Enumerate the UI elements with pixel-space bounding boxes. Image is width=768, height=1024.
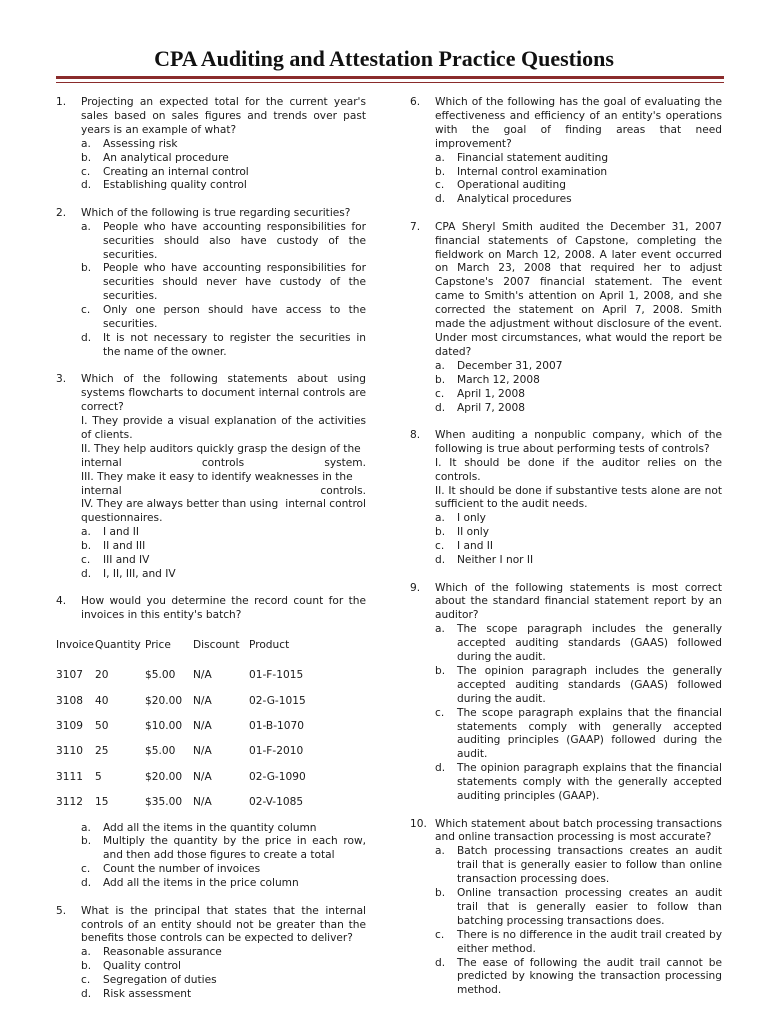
question-text: Which of the following statements about using systems flowcharts to document internal controls are correct? xyxy=(81,373,366,414)
option-d: d. The opinion paragraph explains that the financial statements comply with the generally accepted auditing principles (GAAP). xyxy=(435,762,722,803)
option-b: b. An analytical procedure xyxy=(81,151,229,164)
question-number: 8. xyxy=(410,428,421,441)
option-a: a. Batch processing transactions creates an audit trail that is generally easier to follow than online transaction processing does. xyxy=(435,845,722,886)
header-discount: Discount xyxy=(193,639,240,652)
option-d: d. Analytical procedures xyxy=(435,193,572,206)
right-column xyxy=(410,96,722,1012)
question-10 xyxy=(410,818,722,999)
option-a: a. People who have accounting responsibilities for securities should also have custody of the securities. xyxy=(81,220,366,261)
option-d: d. Neither I nor II xyxy=(435,554,534,567)
question-number: 5. xyxy=(56,904,67,917)
question-5 xyxy=(56,905,366,1002)
option-a: a. Financial statement auditing xyxy=(435,151,609,164)
option-d: d. The ease of following the audit trail cannot be predicted by knowing the transaction processing method. xyxy=(435,956,722,997)
question-text: Projecting an expected total for the current year's sales based on sales figures and trends over past years is an example of what? xyxy=(81,96,366,136)
option-d: d. Risk assessment xyxy=(81,988,192,1001)
option-list xyxy=(81,526,366,582)
option-list xyxy=(435,623,722,804)
option-a: a. Reasonable assurance xyxy=(81,946,222,959)
question-number: 3. xyxy=(56,373,67,386)
table-row: 3112 15 $35.00 N/A 02-V-1085 xyxy=(56,796,304,809)
statement-2-line-1: II. They help auditors quickly grasp the design of the xyxy=(81,442,361,455)
question-6 xyxy=(410,96,722,207)
option-c: c. Creating an internal control xyxy=(81,165,249,178)
option-b: b. Internal control examination xyxy=(435,165,608,178)
question-text: CPA Sheryl Smith audited the December 31, 2007 financial statements of Capstone, completing the fieldwork on March 12, 2008. A later event occurred on March 23, 2008 that required her to adjust Capstone's 2007 financial statement. The event came to Smith's attention on April 1, 2008, and she corrected the statement on April 7, 2008. Smith made the adjustment without disclosure of the event. Under most circumstances, what would the report be dated? xyxy=(435,220,722,358)
option-a: a. Add all the items in the quantity column xyxy=(81,821,317,834)
question-number: 9. xyxy=(410,581,421,594)
option-b: b. March 12, 2008 xyxy=(435,373,540,386)
option-b: b. Quality control xyxy=(81,960,181,973)
statement-1: I. They provide a visual explanation of the activities of clients. xyxy=(81,415,366,441)
header-product: Product xyxy=(249,639,290,652)
question-number: 10. xyxy=(410,817,427,830)
option-c: c. I and II xyxy=(435,540,494,553)
question-number: 6. xyxy=(410,96,421,108)
option-list xyxy=(81,822,366,892)
question-text: What is the principal that states that the internal controls of an entity should not be greater than the benefits those controls can be expected to deliver? xyxy=(81,904,366,945)
option-a: a. December 31, 2007 xyxy=(435,359,563,372)
option-b: b. People who have accounting responsibilities for securities should never have custody of the securities. xyxy=(81,262,366,303)
table-row: 3108 40 $20.00 N/A 02-G-1015 xyxy=(56,694,306,707)
page-title: CPA Auditing and Attestation Practice Questions xyxy=(154,46,614,71)
option-c: c. Operational auditing xyxy=(435,179,566,192)
statement-4-line-1: IV. They are always better than using internal control xyxy=(81,498,366,511)
header-quantity: Quantity xyxy=(95,639,141,652)
question-text: How would you determine the record count for the invoices in this entity's batch? xyxy=(81,595,366,622)
table-row: 3109 50 $10.00 N/A 01-B-1070 xyxy=(56,720,304,732)
option-b: b. II only xyxy=(435,526,490,539)
question-text: Which of the following has the goal of evaluating the effectiveness and efficiency of an entity's operations with the goal of finding areas that need improvement? xyxy=(435,96,722,150)
option-c: c. Only one person should have access to the securities. xyxy=(81,304,366,331)
option-d: d. April 7, 2008 xyxy=(435,401,526,414)
question-7 xyxy=(410,221,722,416)
table-row: 3111 5 $20.00 N/A 02-G-1090 xyxy=(56,770,306,783)
question-2 xyxy=(56,207,366,360)
option-list xyxy=(81,221,366,360)
option-list xyxy=(435,512,722,568)
question-text: Which of the following statements is most correct about the standard financial statement report by an auditor? xyxy=(435,581,722,622)
option-list xyxy=(435,152,722,208)
option-d: d. I, II, III, and IV xyxy=(81,568,176,580)
statement-3-line-2: internal controls. xyxy=(81,484,366,497)
title-rule-thick xyxy=(56,76,724,79)
header-price: Price xyxy=(145,639,171,652)
option-a: a. I only xyxy=(435,512,486,525)
option-c: c. III and IV xyxy=(81,554,150,567)
question-4 xyxy=(56,595,366,891)
option-list xyxy=(81,138,366,194)
question-number: 7. xyxy=(410,220,421,233)
invoice-table xyxy=(56,639,391,821)
option-list xyxy=(81,946,366,1002)
title-rule-thin xyxy=(56,82,724,83)
option-c: c. Count the number of invoices xyxy=(81,863,261,876)
table-row: 3110 25 $5.00 N/A 01-F-2010 xyxy=(56,745,304,758)
left-column xyxy=(56,96,366,1015)
question-number: 4. xyxy=(56,595,67,608)
question-number: 1. xyxy=(56,96,67,108)
question-text: Which statement about batch processing transactions and online transaction processing is most accurate? xyxy=(435,817,722,844)
option-d: d. Establishing quality control xyxy=(81,179,247,192)
question-8 xyxy=(410,429,722,568)
question-text: Which of the following is true regarding securities? xyxy=(81,206,351,219)
table-header-row xyxy=(56,639,391,669)
option-d: d. It is not necessary to register the securities in the name of the owner. xyxy=(81,332,366,358)
question-number: 2. xyxy=(56,206,67,219)
option-c: c. The scope paragraph explains that the financial statements comply with generally accepted auditing principles (GAAP) followed during the audit. xyxy=(435,706,722,761)
option-b: b. Online transaction processing creates an audit trail that is generally easier to follow than batching processing transactions does. xyxy=(435,887,722,927)
statement-1: I. It should be done if the auditor relies on the controls. xyxy=(435,456,722,483)
option-c: c. April 1, 2008 xyxy=(435,387,526,400)
header-invoice: Invoice xyxy=(56,639,94,652)
option-a: a. The scope paragraph includes the generally accepted auditing standards (GAAS) followed during the audit. xyxy=(435,623,722,664)
option-b: b. II and III xyxy=(81,540,146,553)
option-d: d. Add all the items in the price column xyxy=(81,877,299,890)
option-c: c. There is no difference in the audit trail created by either method. xyxy=(435,928,722,955)
option-b: b. Multiply the quantity by the price in each row, and then add those figures to create a total xyxy=(81,835,366,862)
question-9 xyxy=(410,582,722,805)
option-list xyxy=(435,360,722,416)
statement-4-line-2: questionnaires. xyxy=(81,512,163,525)
statement-2: II. It should be done if substantive tests alone are not sufficient to the audit needs. xyxy=(435,484,722,511)
table-row: 3107 20 $5.00 N/A 01-F-1015 xyxy=(56,669,304,682)
statement-3-line-1: III. They make it easy to identify weaknesses in the xyxy=(81,470,353,483)
question-1 xyxy=(56,96,366,193)
option-a: a. Assessing risk xyxy=(81,137,178,150)
question-3 xyxy=(56,373,366,582)
option-b: b. The opinion paragraph includes the generally accepted auditing standards (GAAS) followed during the audit. xyxy=(435,664,722,705)
question-text: When auditing a nonpublic company, which of the following is true about performing tests of controls? xyxy=(435,428,722,455)
option-c: c. Segregation of duties xyxy=(81,974,217,987)
option-a: a. I and II xyxy=(81,526,140,539)
statement-2-line-2: internal controls system. xyxy=(81,456,366,469)
option-list xyxy=(435,845,722,998)
